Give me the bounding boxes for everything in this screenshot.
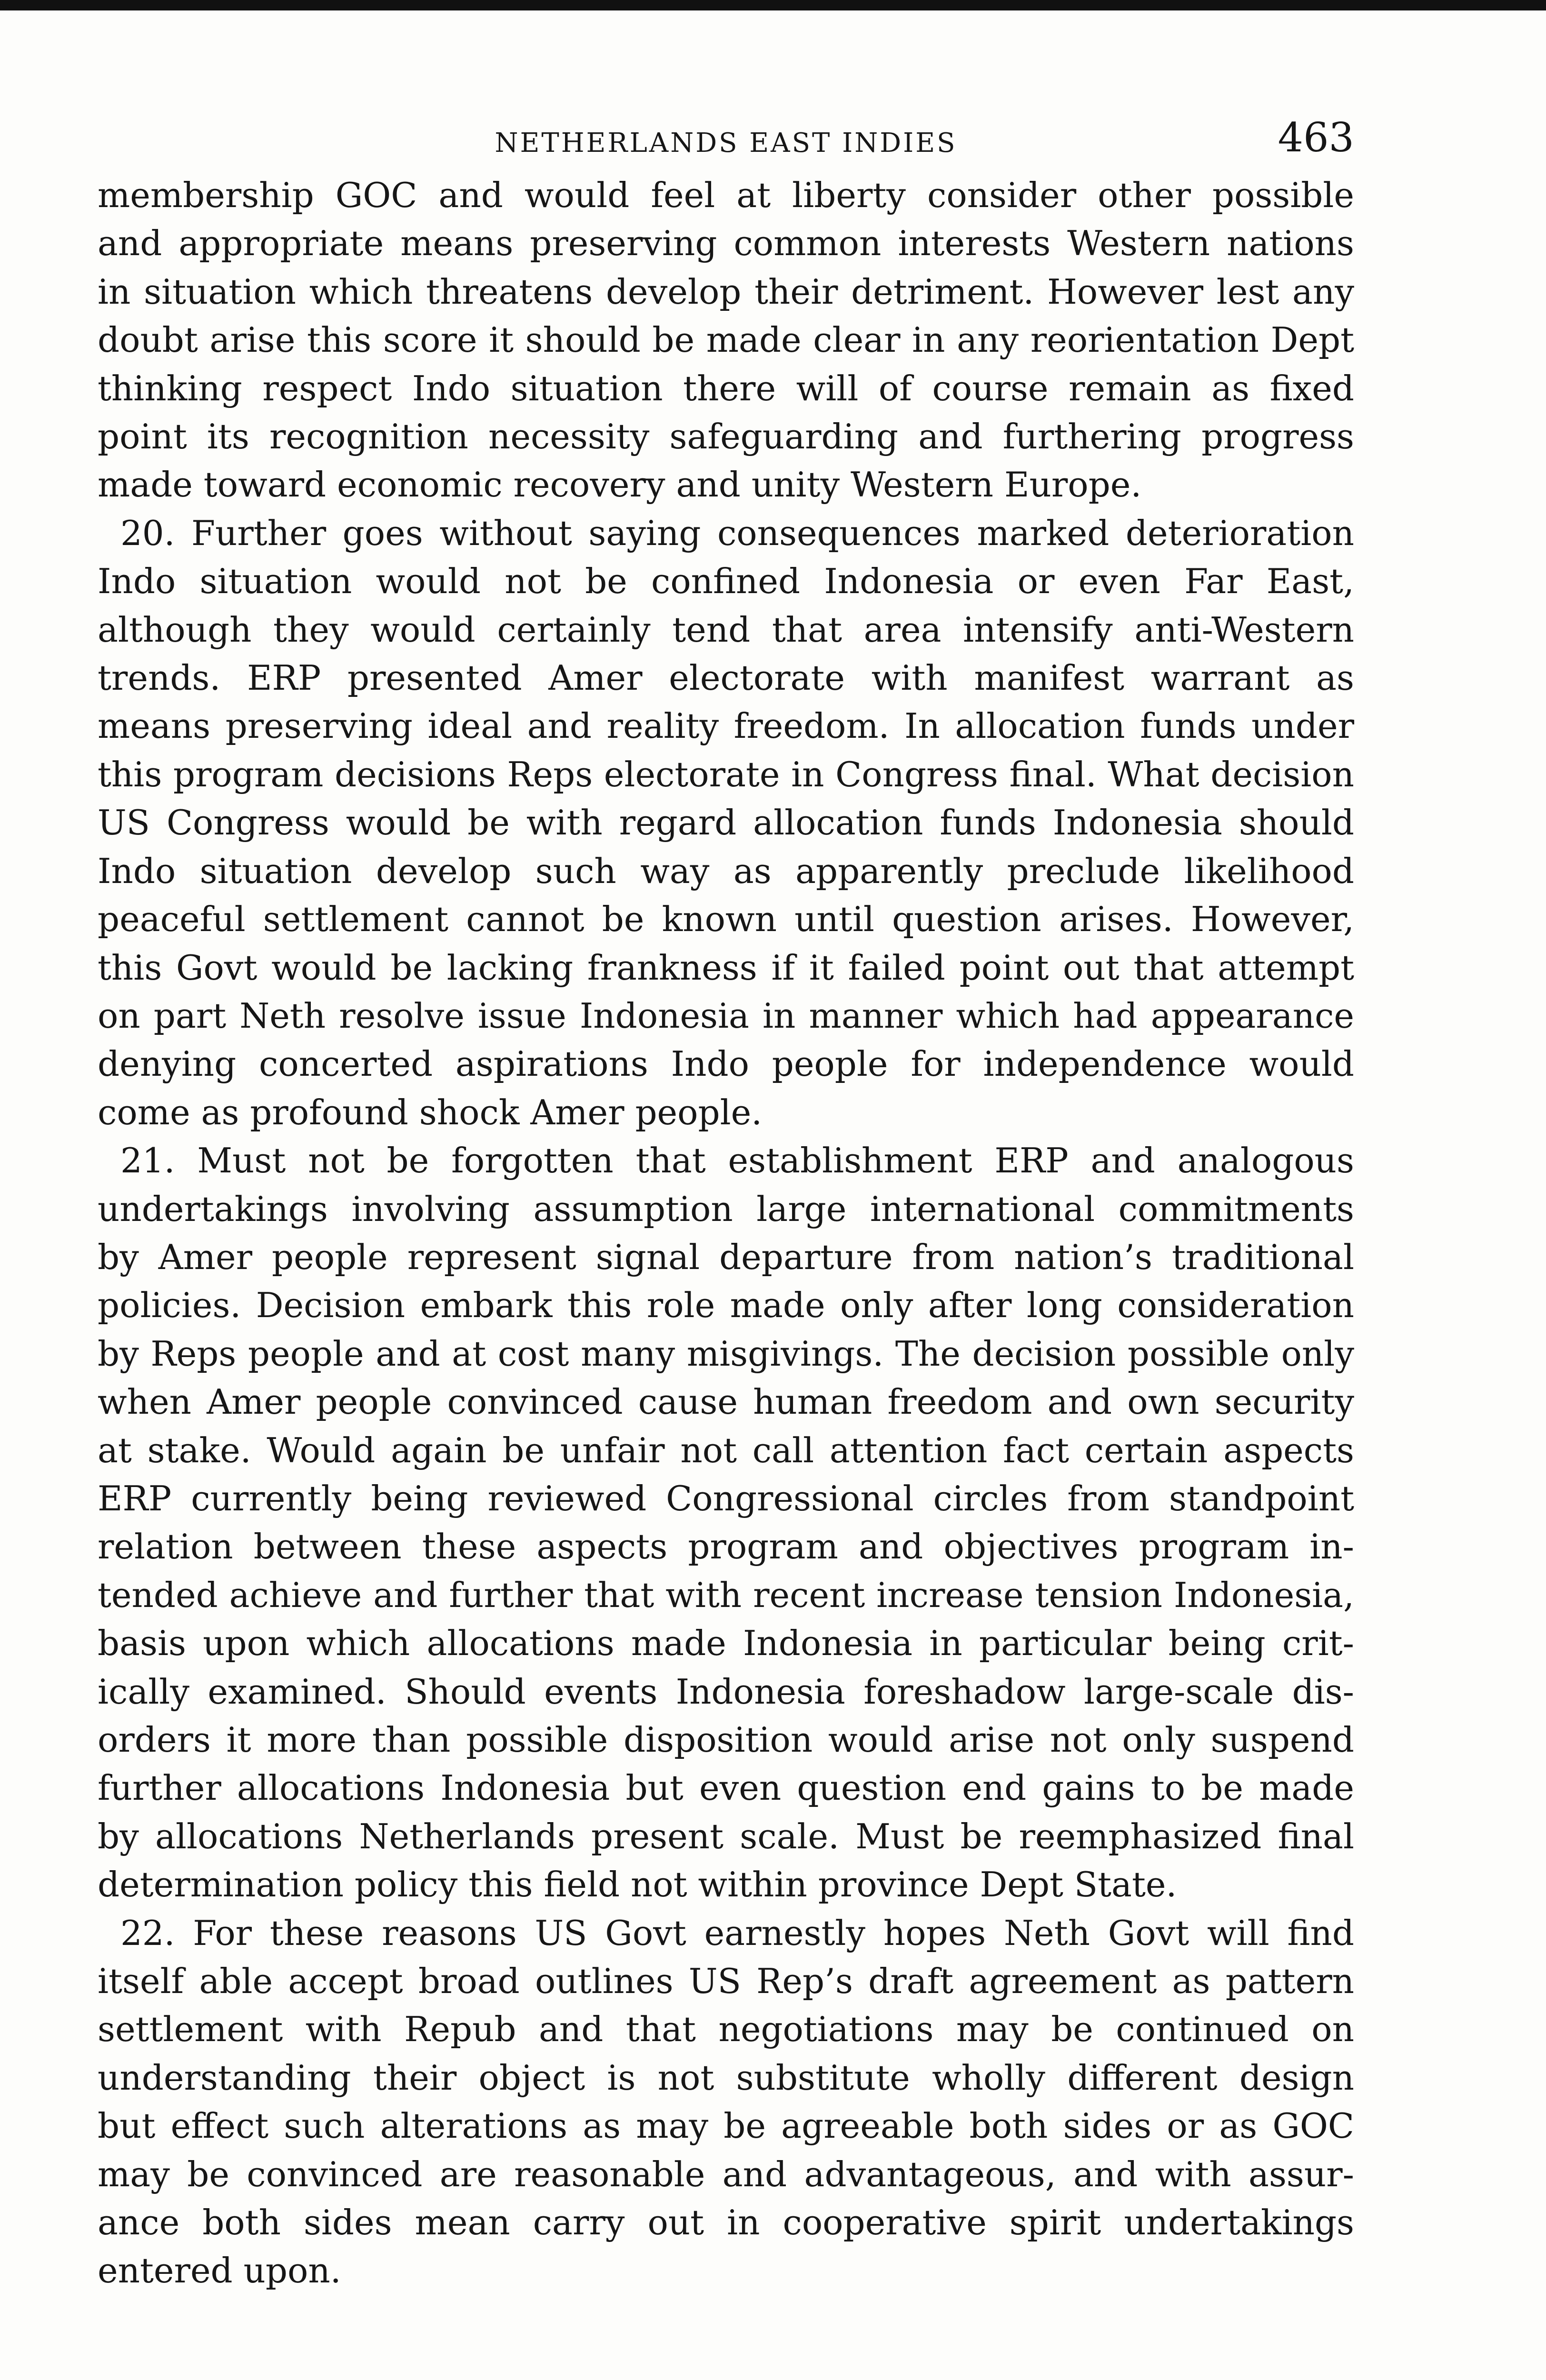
text-line: this Govt would be lacking frankness if it failed point out that attempt	[98, 947, 1354, 988]
text-line: thinking respect Indo situation there will of course remain as fixed	[98, 368, 1354, 408]
text-line: and appropriate means preserving common interests Western nations	[98, 223, 1354, 264]
text-line: by Amer people represent signal departure from nation’s traditional	[98, 1237, 1354, 1277]
text-line: ERP currently being reviewed Congressional circles from standpoint	[98, 1478, 1354, 1518]
running-head: NETHERLANDS EAST INDIES	[495, 128, 957, 159]
text-line: although they would certainly tend that area intensify anti-Western	[98, 609, 1354, 650]
text-line: when Amer people convinced cause human freedom and own security	[98, 1382, 1354, 1422]
text-line: further allocations Indonesia but even question end gains to be made	[98, 1768, 1354, 1808]
text-line: understanding their object is not substitute wholly different design	[98, 2057, 1354, 2098]
text-line: 21. Must not be forgotten that establishment ERP and analogous	[120, 1140, 1354, 1181]
text-line: doubt arise this score it should be made clear in any reorientation Dept	[98, 320, 1354, 360]
text-line: this program decisions Reps electorate in Congress final. What decision	[98, 754, 1354, 794]
body-text	[98, 171, 1354, 2295]
text-line: in situation which threatens develop their detriment. However lest any	[98, 271, 1354, 312]
text-line: policies. Decision embark this role made only after long consideration	[98, 1285, 1354, 1326]
text-line: US Congress would be with regard allocation funds Indonesia should	[98, 803, 1354, 843]
text-line: entered upon.	[98, 2251, 341, 2291]
text-line: but effect such alterations as may be agreeable both sides or as GOC	[98, 2106, 1354, 2146]
text-line: Indo situation would not be confined Indonesia or even Far East,	[98, 561, 1354, 602]
text-line: on part Neth resolve issue Indonesia in manner which had appearance	[98, 995, 1354, 1036]
text-line: settlement with Repub and that negotiations may be continued on	[98, 2009, 1354, 2050]
text-line: ically examined. Should events Indonesia foreshadow large-scale dis-	[98, 1671, 1354, 1712]
page-top-edge	[0, 0, 1546, 10]
text-line: membership GOC and would feel at liberty consider other possible	[98, 175, 1354, 215]
text-line: may be convinced are reasonable and advantageous, and with assur-	[98, 2154, 1354, 2194]
text-line: by Reps people and at cost many misgivings. The decision possible only	[98, 1333, 1354, 1374]
text-line: means preserving ideal and reality freedom. In allocation funds under	[98, 706, 1354, 746]
text-line: denying concerted aspirations Indo people for independence would	[98, 1044, 1354, 1084]
text-line: made toward economic recovery and unity Western Europe.	[98, 465, 1142, 505]
text-line: ance both sides mean carry out in cooperative spirit undertakings	[98, 2202, 1354, 2243]
page-number: 463	[1278, 114, 1354, 161]
text-line: peaceful settlement cannot be known until question arises. However,	[98, 899, 1354, 940]
text-line: undertakings involving assumption large international commitments	[98, 1189, 1354, 1229]
text-line: 20. Further goes without saying consequences marked deterioration	[120, 513, 1354, 553]
text-line: point its recognition necessity safeguarding and furthering progress	[98, 416, 1354, 457]
text-line: tended achieve and further that with recent increase tension Indonesia,	[98, 1575, 1354, 1615]
text-line: by allocations Netherlands present scale. Must be reemphasized final	[98, 1816, 1354, 1856]
text-line: basis upon which allocations made Indonesia in particular being crit-	[98, 1623, 1354, 1664]
text-line: 22. For these reasons US Govt earnestly hopes Neth Govt will find	[120, 1913, 1354, 1953]
text-line: trends. ERP presented Amer electorate with manifest warrant as	[98, 658, 1354, 698]
text-line: orders it more than possible disposition would arise not only suspend	[98, 1720, 1354, 1760]
text-line: at stake. Would again be unfair not call attention fact certain aspects	[98, 1430, 1354, 1470]
text-line: itself able accept broad outlines US Rep’s draft agreement as pattern	[98, 1961, 1354, 2002]
text-line: relation between these aspects program and objectives program in-	[98, 1527, 1354, 1567]
document-page	[98, 114, 1354, 2295]
page-header	[98, 114, 1354, 171]
text-line: come as profound shock Amer people.	[98, 1092, 763, 1132]
text-line: determination policy this field not within province Dept State.	[98, 1864, 1177, 1905]
text-line: Indo situation develop such way as apparently preclude likelihood	[98, 851, 1354, 891]
